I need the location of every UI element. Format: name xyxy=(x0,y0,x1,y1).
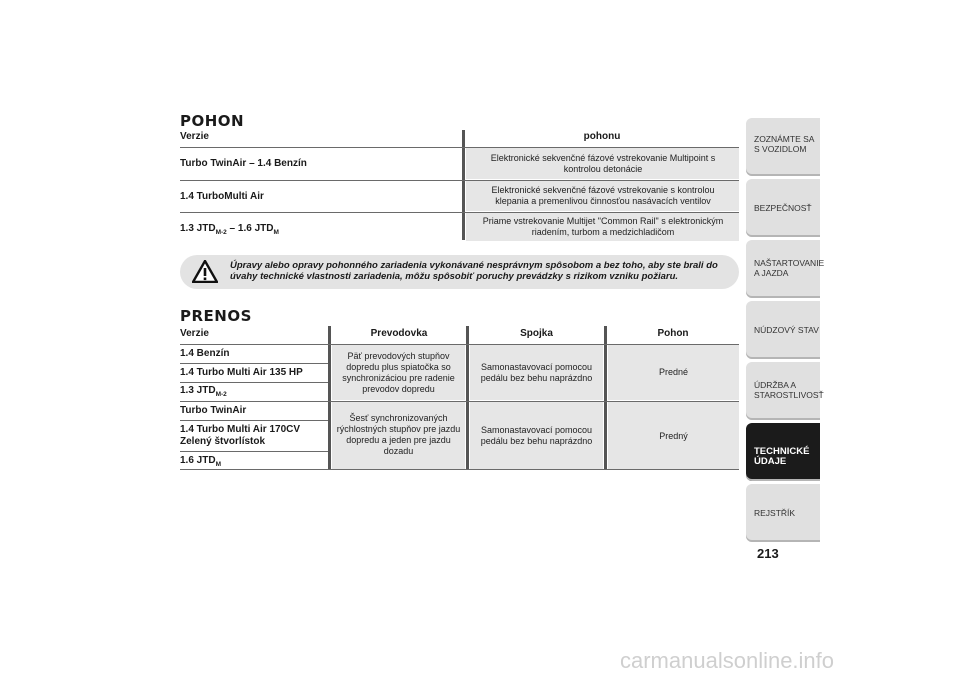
prenos-row-version: 1.4 Turbo Multi Air 170CV Zelený štvorlístok xyxy=(180,424,301,447)
prenos-divider xyxy=(328,326,331,470)
prenos-row-version: 1.6 $JTD_M$ xyxy=(180,455,221,468)
warning-text: Úpravy alebo opravy pohonného zariadenia vykonávané nesprávnym spôsobom a bez toho, aby ste brali do úvahy technické vlastnosti zariadenia, môžu spôsobiť poruchy prevádzky s rizikom vzniku požiaru. xyxy=(230,260,718,282)
pohon-row-drive: Elektronické sekvenčné fázové vstrekovanie s kontrolou klepania a premenlivou činnosťou nasávacích ventilov xyxy=(491,185,715,206)
tab-nudzovy-stav[interactable]: NÚDZOVÝ STAV xyxy=(746,301,820,359)
pohon-header-version: Verzie xyxy=(180,131,209,142)
tab-udrzba-a-starostlivost[interactable]: ÚDRŽBA A STAROSTLIVOSŤ xyxy=(746,362,820,420)
gearbox-cell: Šesť synchronizovaných rýchlostných stupňov pre jazdu dopredu a jeden pre jazdu dozadu xyxy=(336,413,461,456)
tab-nastartovanie-a-jazda[interactable]: NAŠTARTOVANIE A JAZDA xyxy=(746,240,820,298)
tab-zoznamte-sa-s-vozidlom[interactable]: ZOZNÁMTE SA S VOZIDLOM xyxy=(746,118,820,176)
pohon-row-version: 1.4 TurboMulti Air xyxy=(180,191,264,202)
gearbox-cell: Päť prevodových stupňov dopredu plus spiatočka so synchronizáciou pre radenie prevodov dopredu xyxy=(342,351,455,394)
warning-triangle-icon xyxy=(192,260,218,283)
prenos-header-gearbox: Prevodovka xyxy=(370,328,428,339)
tab-bezpecnost[interactable]: BEZPEČNOSŤ xyxy=(746,179,820,237)
tab-technicke-udaje[interactable]: TECHNICKÉ ÚDAJE xyxy=(746,423,820,481)
pohon-header-drive: pohonu xyxy=(583,131,621,142)
prenos-row-version: Turbo TwinAir xyxy=(180,405,247,416)
prenos-row-version: 1.4 Benzín xyxy=(180,348,230,359)
prenos-header-version: Verzie xyxy=(180,328,209,339)
prenos-title: PRENOS xyxy=(180,307,252,325)
rule xyxy=(180,420,328,421)
prenos-row-version: 1.4 Turbo Multi Air 135 HP xyxy=(180,367,303,378)
prenos-divider xyxy=(604,326,607,470)
rule xyxy=(180,469,739,470)
pohon-title: POHON xyxy=(180,112,245,130)
page-number: 213 xyxy=(757,546,779,561)
rule xyxy=(180,451,328,452)
pohon-row-drive: Priame vstrekovanie Multijet "Common Rail" s elektronickým riadením, turbom a medzichladičom xyxy=(482,216,724,237)
drive-cell: Predné xyxy=(658,367,689,377)
rule xyxy=(180,382,328,383)
rule xyxy=(180,363,328,364)
pohon-row-drive: Elektronické sekvenčné fázové vstrekovanie Multipoint s kontrolou detonácie xyxy=(490,153,716,174)
prenos-header-drive: Pohon xyxy=(657,328,689,339)
watermark: carmanualsonline.info xyxy=(620,648,835,673)
pohon-row-version: Turbo TwinAir – 1.4 Benzín xyxy=(180,158,307,169)
pohon-row-version: 1.3 $JTD_{M-2} - 1.6$ $JTD_M$ xyxy=(180,223,279,236)
clutch-cell: Samonastavovací pomocou pedálu bez behu naprázdno xyxy=(480,362,593,383)
tab-rejstrik[interactable]: REJSTŘÍK xyxy=(746,484,820,542)
clutch-cell: Samonastavovací pomocou pedálu bez behu naprázdno xyxy=(480,425,593,446)
prenos-row-version: 1.3 $JTD_{M-2}$ xyxy=(180,385,227,398)
drive-cell: Predný xyxy=(659,431,688,441)
rule xyxy=(180,401,739,402)
prenos-header-clutch: Spojka xyxy=(520,328,553,339)
prenos-divider xyxy=(466,326,469,470)
